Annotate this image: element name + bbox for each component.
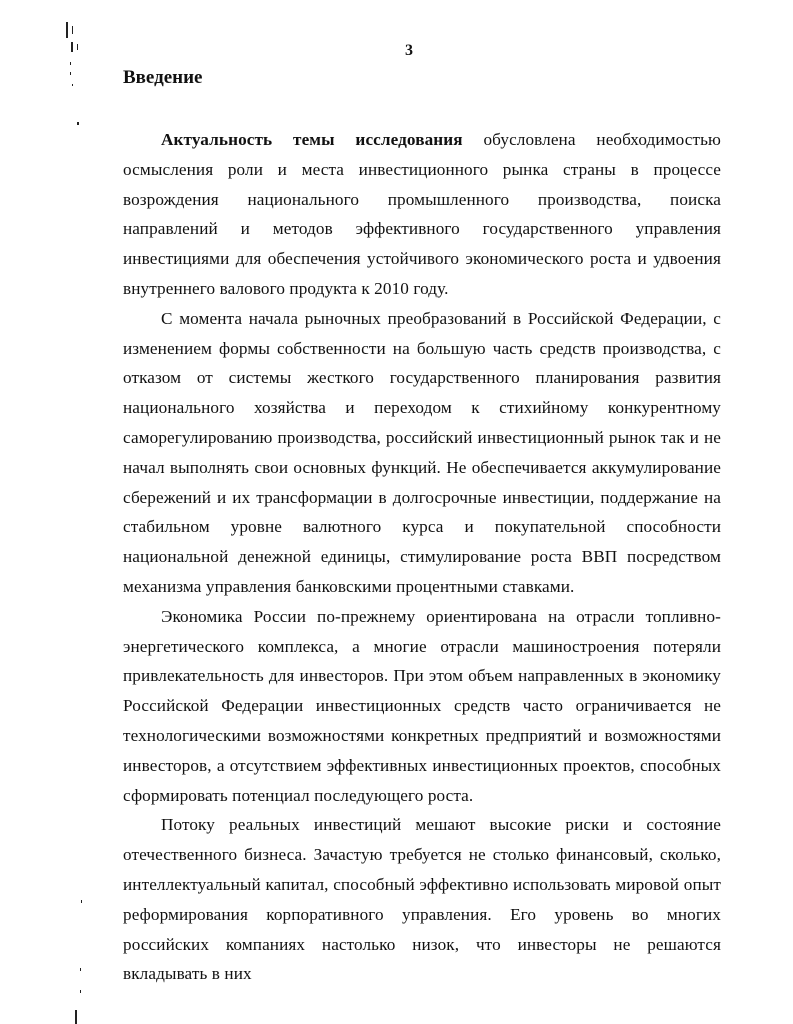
paragraph-lead: Актуальность темы исследования [161,130,463,149]
scan-artifact [80,990,81,993]
scan-artifact [80,968,81,971]
paragraph: Потоку реальных инвестиций мешают высокие риски и состояние отечественного бизнеса. Зачастую требуется не столько финансовый, сколько, интеллектуальный капитал, способный эффективно использовать мировой опыт реформирования корпоративного управления. Его уровень во многих российских компаниях настолько низок, что инвесторы не решаются вкладывать в них [123,815,721,984]
paragraph: С момента начала рыночных преобразований в Российской Федерации, с изменением формы собственности на большую часть средств производства, с отказом от системы жесткого государственного планирования развития национального хозяйства и переходом к стихийному конкурентному саморегулированию производства, российский инвестиционный рынок так и не начал выполнять свои основных функций. Не обеспечивается аккумулирование сбережений и их трансформации в долгосрочные инвестиции, поддержание на стабильном уровне валютного курса и покупательной способности национальной денежной единицы, стимулирование роста ВВП посредством механизма управления банковскими процентными ставками. [123,308,721,596]
scan-artifact [81,900,82,903]
scan-artifact [71,42,73,52]
scan-artifact [72,84,73,86]
paragraph-text: обусловлена необходимостью осмысления роли и места инвестиционного рынка страны в процессе возрождения национального промышленного производства, поиска направлений и методов эффективного государственного управления инвестициями для обеспечения устойчивого экономического роста и удвоения внутреннего валового продукта к 2010 году. [123,130,721,298]
paragraph: Экономика России по-прежнему ориентирована на отрасли топливно-энергетического комплекса, а многие отрасли машиностроения потеряли привлекательность для инвесторов. При этом объем направленных в экономику Российской Федерации инвестиционных средств часто ограничивается не технологическими возможностями конкретных предприятий и возможностями инвесторов, а отсутствием эффективных инвестиционных проектов, способных сформировать потенциал последующего роста. [123,606,721,805]
page-number: 3 [405,42,413,59]
scan-artifact [70,72,71,75]
scan-artifact [66,22,68,38]
paragraph-relevance [123,125,721,304]
body-text [123,125,721,989]
scan-artifact [77,122,79,125]
section-heading: Введение [123,67,203,88]
scan-artifact [70,62,71,65]
scan-artifact [72,26,73,34]
scan-artifact [77,44,78,50]
scan-artifact [75,1010,77,1024]
